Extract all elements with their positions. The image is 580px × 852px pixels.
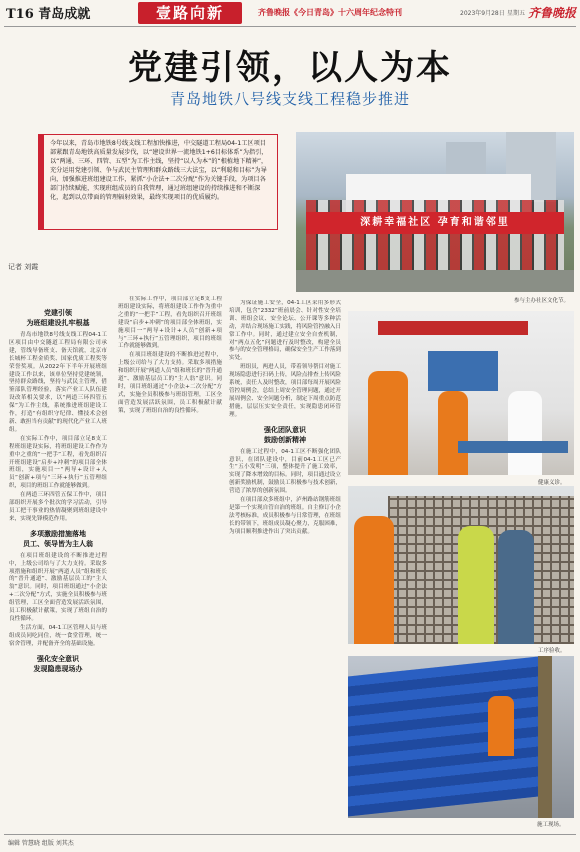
- people-row: [306, 200, 564, 270]
- photo-process-inspection: [348, 486, 574, 644]
- paragraph: 为保证施工安全，04-1工区采用多形式培训，包含“2332”班前晨会、针对性安全培训、班组会议、安全论坛、公开课等多种活动，并结合现场施工实践，将风险管控融入日常工作中。同时，通过建立安全自查机制，对“两点五化”问题进行及时整改，构建全员参与的安全管理格局，确保安全生产工作落到实处。: [229, 300, 341, 362]
- footer-rule: [4, 834, 576, 835]
- table: [458, 441, 568, 453]
- page-section-label: T16 青岛成就: [6, 7, 91, 22]
- ground: [296, 270, 574, 292]
- red-banner: 深耕幸福社区 孕育和谐邻里: [306, 212, 564, 234]
- intro-box: 今年以来，青岛市地铁8号线支线工程加快推进，中交隧道工程局04-1工区项目部紧跟青岛地铁高质量发展步伐，以“建设世界一流地铁1+6目标体系”为指引，以“两通、三环、四管、五型”为工作主线，坚持“以人为本”的“根植地下精神”，充分运用党建引领、争与武民主管理和群众路线三大法宝，以“利聪和目标”为导向，加强推进班组建设工作，紧抓“小企法+二次分配”作为关键手段，为项目各部门持续赋能，实现班组成员的自我管理，通过班组建设的持续推进和不断深化，起到以点带面的管理辐射效果，最终实现项目的优质履约。: [38, 134, 278, 230]
- photo-health-clinic: [348, 311, 574, 475]
- worker-figure: [488, 696, 514, 756]
- header-rule: [4, 26, 576, 27]
- photo-construction-site: [348, 656, 574, 818]
- section-heading-4: 强化团队意识 鼓励创新精神: [264, 425, 306, 444]
- section-heading-3: 强化安全意识 发现隐患现场办: [33, 654, 83, 673]
- issue-date: 2023年9月28日: [460, 10, 505, 17]
- paragraph: 在项目班组建设的不断推进过程中，上级公司给与了大力支持。采取多项措施和组织开展“两道人员”组和班长的“晋升通道”、激励基层员工的“主人翁”意识。同时，项目班组通过“小企法+二次分配”方式，实施全员积极参与班组管理，工区全面营造发展活跃氛围，员工积极献计献策，实现了班组自治的良性循环。: [118, 352, 222, 414]
- newspaper-logo: 齐鲁晚报: [528, 6, 577, 20]
- section-heading-1: 党建引领 为班组建设扎牢根基: [26, 309, 90, 327]
- paragraph: 生活方面，04-1工区管理人员与班组成员同吃同住，统一食堂管理，统一宿舍管理，并配备齐全的基础设施。: [9, 624, 107, 647]
- headline: 党建引领，以人为本: [128, 48, 452, 88]
- editor-credits: 编辑 管慧晓 组版 刘其杰: [8, 840, 74, 847]
- paragraph: 在两道三环四管五保工作中，项目部组织开展多个批次的学习活动，引导员工把干事业的热情凝聚到班组建设中来，实现先锋模范作用。: [9, 492, 107, 522]
- paragraph: 青岛市地铁8号线支线工程04-1工区项目由中交隧道工程局有限公司承建，管线导备班支、备天馆就，北京市长城杯工程金质奖、国家优质工程奖等荣誉奖项。从2022年下半年开展班组建设工作以来，该单位坚持党建统领，坚持群众路线，坚持与武民主管理，借鉴部队管理经验，落实产业工人队伍建设改革相关要求，以“两道三环四管五保”为工作主线，系统推进班组建设工作，打造“有组织守纪律、懂技术会创新、敢担当有贡献”的现代化产业工人班组。: [9, 332, 107, 433]
- worker-figure: [354, 516, 394, 644]
- worker-figure: [438, 391, 468, 475]
- worker-figure: [368, 371, 408, 475]
- worker-figure: [498, 530, 534, 644]
- reporter-byline: 记者 刘霞: [8, 263, 39, 271]
- column-band: 壹路向新: [138, 2, 242, 24]
- caption-photo-1: 参与主办社区文化节。: [514, 298, 570, 304]
- section-heading-2: 多项激励措施落地 员工、领导皆为主人翁: [23, 529, 93, 548]
- article-column-2: [229, 300, 341, 820]
- subheadline: 青岛地铁八号线支线工程稳步推进: [169, 90, 410, 108]
- wall-board: [428, 351, 498, 391]
- doctor-figure: [508, 391, 542, 475]
- worker-figure: [458, 526, 494, 644]
- caption-photo-2: 健康义诊。: [538, 480, 566, 486]
- article-column-1: [9, 303, 107, 823]
- blue-formwork: [348, 656, 548, 817]
- paragraph: 在实际工作中，项目部立足8支工程班组建设实际，将班组建设工作作为重中之重的“一把手”工程，看先组织召开班组建设“启步+冲刺”的项目部全体班组，实施项目一“两导+设计+人员”创新+项与“三环+执行”五管理组织，项目的班组工作就能够做到。: [9, 435, 107, 490]
- caption-photo-3: 工序验收。: [538, 648, 566, 654]
- caption-photo-4: 施工现场。: [537, 822, 565, 828]
- paragraph: 班组员，两进人员，带着领导帮目对施工现场隐患进行扫码上传，风险点排查上传风险系统，责任人及时整改，项目部每周开展风险管控周例会，总结上周安全管理问题，通过开展周例会、安全问题分析，制定下周重点防范措施，层层压实安全责任，实现隐患闭环管理。: [229, 364, 341, 418]
- article-column-1b: [118, 296, 222, 822]
- photo-community-festival: [296, 132, 574, 292]
- wall-sign: [378, 321, 528, 335]
- paragraph: 在施工过程中，04-1工区不断强化团队意识，在团队建设中，目前04-1工区已产生“五小发明”三项，整体提升了施工效率，实现了降本增效的目标。同时，项目通过设立创新奖励机制，鼓励员工积极参与技术创新，营造了浓厚的创新氛围。: [229, 448, 341, 495]
- paragraph: 在实际工作中，项目部立足8支工程班组建设实际，将班组建设工作作为重中之重的“一把手”工程，看先组织召开班组建设“启步+冲刺”的项目部全体班组，实施项目一“两导+设计+人员”创新+项与“三环+执行”五管理组织，项目的班组工作就能够做到。: [118, 296, 222, 350]
- paragraph: 在项目部众多班组中，泸州路站钢筋班组是第一个实现自管自治的班组。自主修订小企法考核标准，成员积极参与日常管理，在班组长的带领下，班组成员凝心聚力，克服困难，为项目顺利推进作出了突出贡献。: [229, 497, 341, 535]
- feature-title: 齐鲁晚报《今日青岛》十六周年纪念特刊: [258, 8, 402, 17]
- issue-weekday: 星期五: [507, 10, 526, 17]
- steel-beam: [538, 656, 552, 818]
- paragraph: 在项目班组建设的不断推进过程中，上级公司给与了大力支持。采取多项措施和组织开展“两道人员”组和班长的“晋升通道”、激励基层员工的“主人翁”意识。同时，项目班组通过“小企法+二次分配”方式，实施全员积极参与班组管理，工区全面营造发展活跃氛围，员工积极献计献策，实现了班组自治的良性循环。: [9, 552, 107, 622]
